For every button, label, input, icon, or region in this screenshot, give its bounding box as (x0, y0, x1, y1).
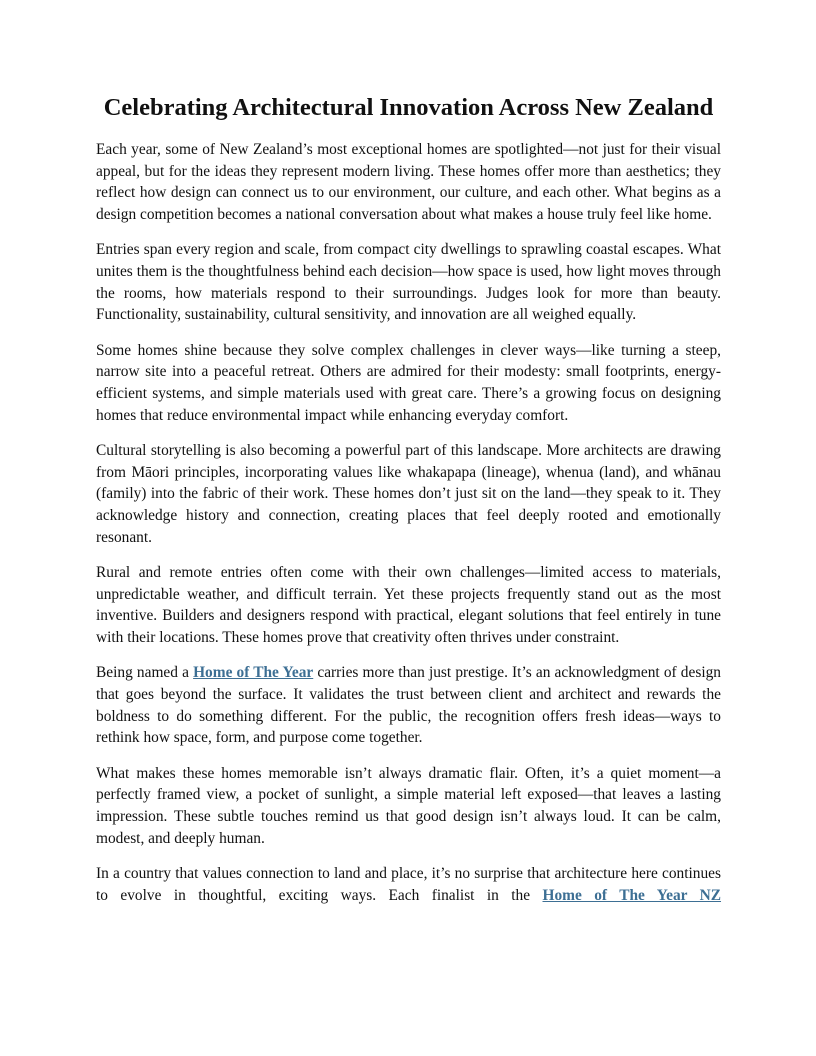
home-of-the-year-link[interactable]: Home of The Year (193, 664, 314, 682)
paragraph-8 (96, 863, 721, 906)
paragraph-1: Each year, some of New Zealand’s most exceptional homes are spotlighted—not just for their visual appeal, but for the ideas they represent modern living. These homes offer more than aesthetics; they reflect how design can connect us to our environment, our culture, and each other. What begins as a design competition becomes a national conversation about what makes a house truly feel like home. (96, 141, 721, 224)
paragraph-6-text-start: Being named a (96, 664, 194, 682)
article-title: Celebrating Architectural Innovation Across New Zealand (103, 94, 714, 121)
paragraph-5: Rural and remote entries often come with their own challenges—limited access to materials, unpredictable weather, and difficult terrain. Yet these projects frequently stand out as the most inventive. Builders and designers respond with practical, elegant solutions that feel entirely in tune with their locations. These homes prove that creativity often thrives under constraint. (96, 563, 721, 647)
paragraph-8-text: In a country that values connection to land and place, it’s no surprise that architecture here continues to evolve in thoughtful, exciting ways. Each finalist in the (96, 864, 721, 904)
paragraph-4: Cultural storytelling is also becoming a powerful part of this landscape. More architects are drawing from Māori principles, incorporating values like whakapapa (lineage), whenua (land), and whānau (family) into the fabric of their work. These homes don’t just sit on the land—they speak to it. They acknowledge history and connection, creating places that feel deeply rooted and emotionally resonant. (96, 441, 721, 546)
home-of-the-year-nz-link[interactable]: Home of The Year NZ (542, 886, 722, 904)
paragraph-7: What makes these homes memorable isn’t always dramatic flair. Often, it’s a quiet moment—a perfectly framed view, a pocket of sunlight, a simple material left exposed—that leaves a lasting impression. These subtle touches remind us that good design isn’t always loud. It can be calm, modest, and deeply human. (96, 764, 721, 847)
article (96, 90, 721, 920)
paragraph-2: Entries span every region and scale, from compact city dwellings to sprawling coastal escapes. What unites them is the thoughtfulness behind each decision—how space is used, how light moves through the rooms, how materials respond to their surroundings. Judges look for more than beauty. Functionality, sustainability, cultural sensitivity, and innovation are all weighed equally. (96, 241, 721, 324)
paragraph-6-text-end: carries more than just prestige. It’s an acknowledgment of design that goes beyond the surface. It validates the trust between client and architect and rewards the boldness to do something different. For the public, the recognition offers fresh ideas—ways to rethink how space, form, and purpose come together. (96, 664, 721, 747)
paragraph-3: Some homes shine because they solve complex challenges in clever ways—like turning a steep, narrow site into a peaceful retreat. Others are admired for their modesty: small footprints, energy-efficient systems, and simple materials used with great care. There’s a growing focus on designing homes that reduce environmental impact while enhancing everyday comfort. (96, 341, 721, 424)
paragraph-6 (96, 662, 721, 749)
